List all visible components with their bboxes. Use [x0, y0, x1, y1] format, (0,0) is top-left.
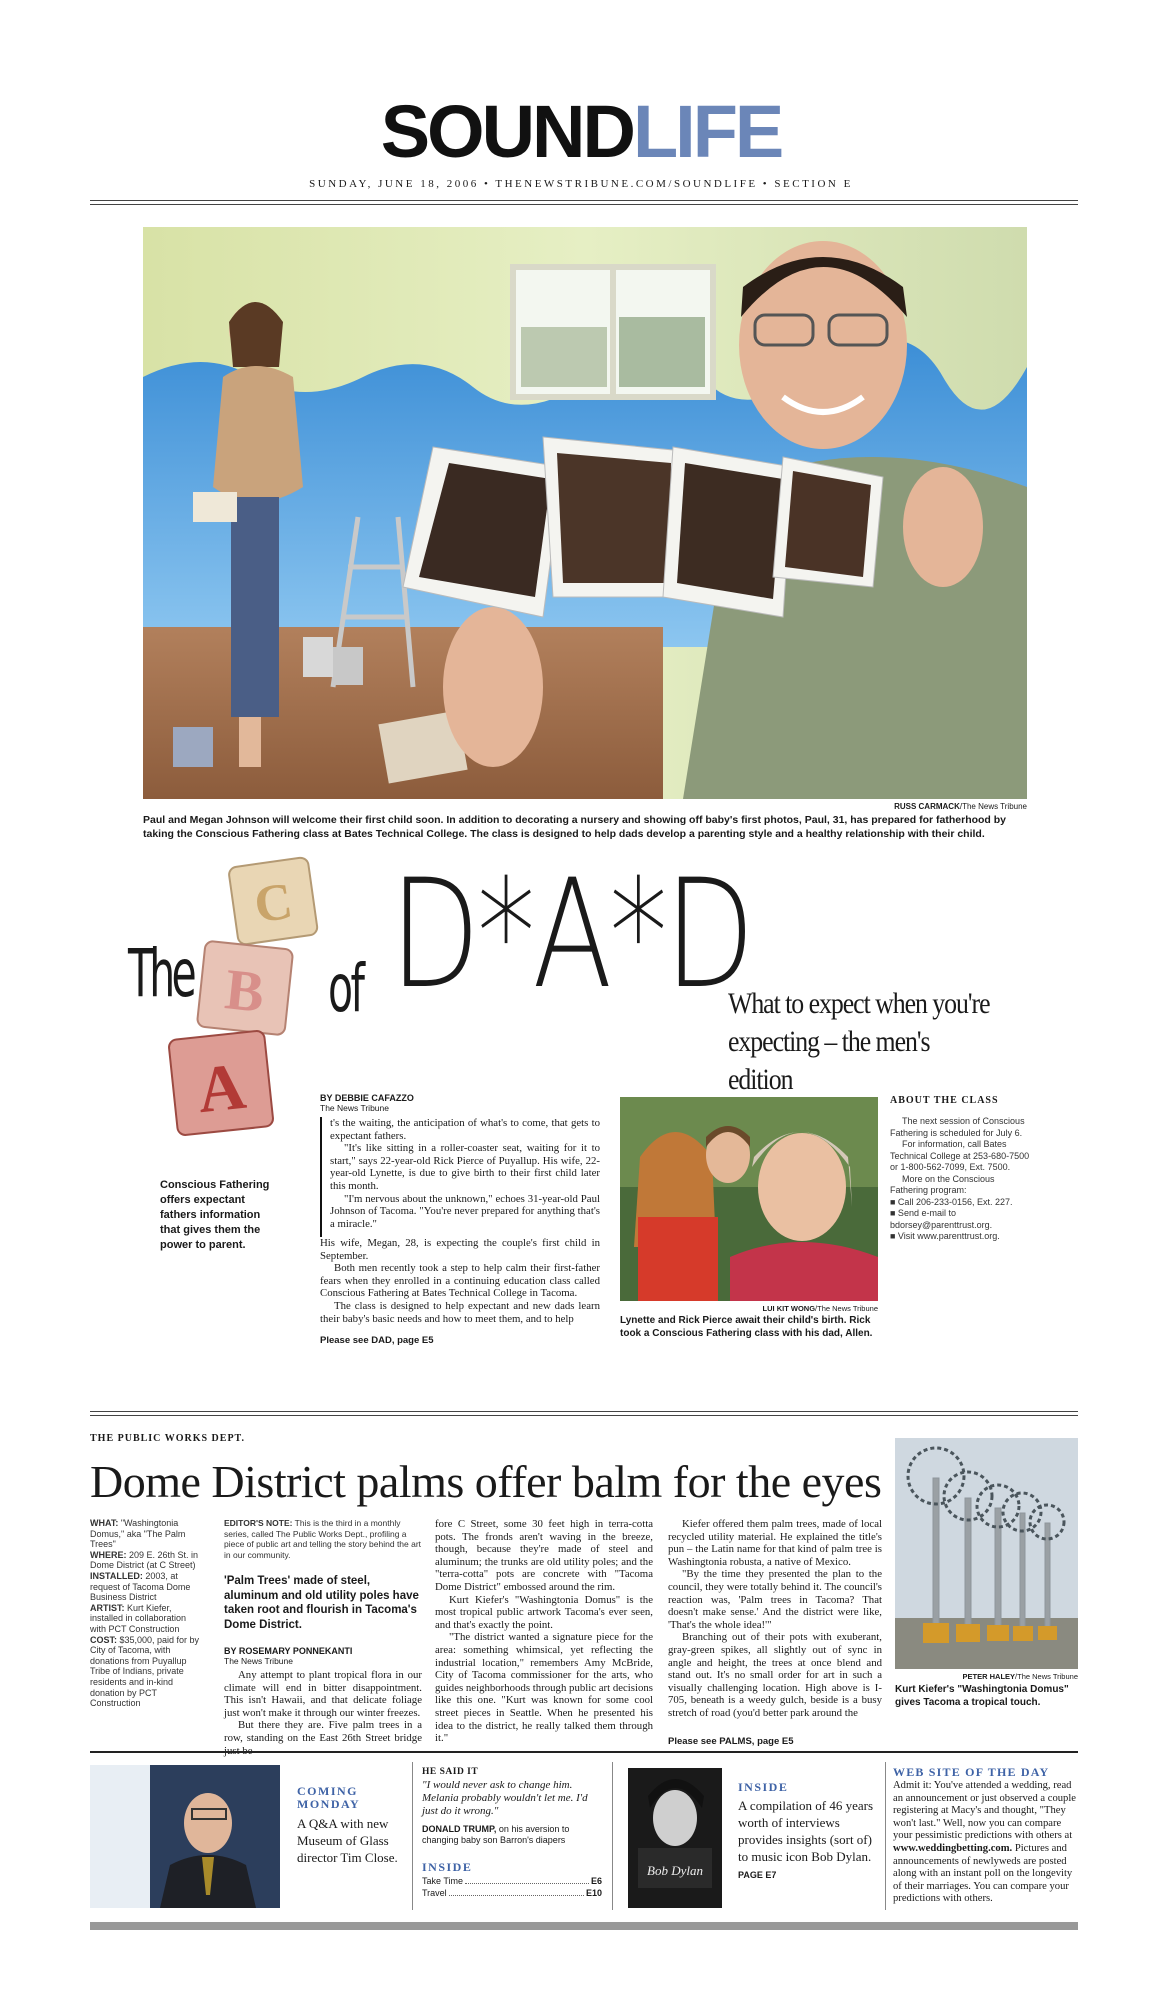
masthead-rule-bottom: [90, 204, 1078, 205]
block-b-letter: B: [222, 956, 268, 1025]
palms-jump-link[interactable]: Please see PALMS, page E5: [668, 1735, 794, 1747]
palms-col4-p3: Branching out of their pots with exuberant, gray-green spikes, all slightly out of sync in angle and height, the trees at once blend and stand out. It's no small order for art in such a visually challenging location. High above is I-705, beneath is a weedy gulch, beside is a busy stretch of road (you'd better park around the: [668, 1631, 882, 1719]
palms-subdeck: 'Palm Trees' made of steel, aluminum and old utility poles have taken root and flourish in Tacoma's Dome District.: [224, 1575, 419, 1631]
deck-line-1: What to expect when you're: [728, 987, 990, 1020]
web-text: Admit it: You've attended a wedding, read an announcement or just observed a couple registering at Macy's and thought, "They won't last." Well, now you can compare your pessimistic predictions with others at www.weddingbetting.com. Pictures and announcements of newlyweds are posted along with an instant poll on the longevity of their marriages. You can compare your predictions with others.: [893, 1780, 1076, 1905]
about-body: [890, 1116, 1030, 1243]
block-a-letter: A: [194, 1049, 250, 1128]
block-c: [228, 857, 318, 945]
photo2-credit-name: LUI KIT WONG: [762, 1304, 816, 1313]
about-bullet-phone: ■ Call 206-233-0156, Ext. 227.: [890, 1196, 1013, 1207]
footer-divider-3: [885, 1762, 886, 1910]
editors-note: EDITOR'S NOTE: This is the third in a monthly series, called The Public Works Dept., profiling a piece of public art and telling the story behind the art in our community.: [224, 1518, 422, 1560]
nursery-photo-art: [143, 227, 1027, 799]
palms-col4-p2: "By the time they presented the plan to the council, they were totally behind it. The council's reaction was, 'Palm trees in Tacoma? That doesn't make sense.' And the district were like, 'That's the whole idea!'": [668, 1568, 882, 1631]
palm-photo-credit: PETER HALEY/The News Tribune: [962, 1672, 1078, 1681]
fact-artist: ARTIST: Kurt Kiefer, installed in collaboration with PCT Construction: [90, 1602, 187, 1634]
toc-item[interactable]: Take Time E6: [422, 1876, 602, 1886]
inside2-page[interactable]: PAGE E7: [738, 1870, 777, 1880]
palms-byline: BY ROSEMARY PONNEKANTI: [224, 1646, 353, 1656]
side-blurb: Conscious Fathering offers expectant fathers information that gives them the power to parent.: [160, 1179, 270, 1251]
deck-line-2: expecting – the men's edition: [728, 1025, 930, 1096]
web-heading: WEB SITE OF THE DAY: [893, 1765, 1050, 1779]
photo2-caption: Lynette and Rick Pierce await their child's birth. Rick took a Conscious Fathering class with his dad, Allen.: [620, 1315, 873, 1339]
coming-head-1: COMING: [297, 1784, 358, 1798]
coming-text: A Q&A with new Museum of Glass director Tim Close.: [297, 1816, 398, 1865]
palms-col2-p2: But there they are. Five palm trees in a row, standing on the East 26th Street bridge: [224, 1719, 422, 1744]
dad-para-6: The class is designed to help expectant and new dads learn their baby's basic needs and how to meet them, and to help: [320, 1299, 600, 1325]
palm-photo-caption: Kurt Kiefer's "Washingtonia Domus" gives Tacoma a tropical touch.: [895, 1684, 1069, 1708]
footer-divider-2: [612, 1762, 613, 1910]
palms-col2-p1: Any attempt to plant tropical flora in our climate will end in bitter disappointment. This isn't Hawaii, and that delicate foliage just won't make it through our winter freezes.: [224, 1669, 422, 1719]
palms-col-3: [435, 1518, 653, 1745]
page-bottom-bar: [90, 1922, 1078, 1930]
inside-toc: [422, 1875, 602, 1899]
masthead: [0, 90, 1162, 173]
about-heading: ABOUT THE CLASS: [890, 1095, 999, 1106]
photo1-credit-org: /The News Tribune: [959, 802, 1027, 811]
masthead-rule-top: [90, 200, 1078, 201]
title-the: The: [128, 935, 193, 1012]
inside-dylan: [738, 1780, 878, 1884]
block-b: [197, 941, 294, 1036]
about-bullet-email[interactable]: ■ Send e-mail to bdorsey@parenttrust.org.: [890, 1208, 993, 1230]
masthead-sound: SOUND: [380, 90, 633, 173]
dad-jump-link[interactable]: Please see DAD, page E5: [320, 1335, 434, 1347]
about-the-class: [890, 1095, 1030, 1243]
saidit-attribution: DONALD TRUMP, on his aversion to changing baby son Barron's diapers: [422, 1824, 570, 1845]
dad-story: [320, 1093, 600, 1346]
pierce-family-photo: [620, 1097, 878, 1301]
block-a: [168, 1030, 274, 1136]
title-of: of: [328, 950, 363, 1027]
palms-rule-top: [90, 1411, 1078, 1412]
dad-para-2: "It's like sitting in a roller-coaster seat, waiting for it to start," says 22-year-old Rick Pierce of Puyallup. His wife, 22-year-old Lynette, is due to give birth to their first child later this month.: [330, 1142, 600, 1192]
palms-col4-body: [668, 1518, 882, 1720]
inside2-text: A compilation of 46 years worth of interviews provides insights (sort of) to music icon Bob Dylan. PAGE E7: [738, 1798, 874, 1880]
web-site-of-the-day: [893, 1765, 1078, 1906]
footer-rule: [90, 1751, 1078, 1753]
photo1-caption: Paul and Megan Johnson will welcome their first child soon. In addition to decorating a nursery and showing off baby's first photos, Paul, 31, has prepared for fatherhood by taking the Conscious Fathering class at Bates Technical College. The class is designed to help dads develop a parenting style and a healthy relationship with their child.: [143, 814, 1007, 840]
palms-facts: [90, 1518, 202, 1709]
abc-blocks-illustration: [165, 850, 340, 1150]
fact-installed: INSTALLED: 2003, at request of Tacoma Dome Business District: [90, 1570, 191, 1603]
dad-byline: BY DEBBIE CAFAZZO: [320, 1093, 414, 1103]
dateline: SUNDAY, JUNE 18, 2006 • THENEWSTRIBUNE.COM/SOUNDLIFE • SECTION E: [309, 178, 853, 190]
dad-byline-org: The News Tribune: [320, 1103, 389, 1113]
palm-photo-art: [895, 1438, 1078, 1669]
saidit-speaker: DONALD TRUMP,: [422, 1824, 497, 1834]
footer-divider-1: [412, 1762, 413, 1910]
dad-para-5: Both men recently took a step to help calm their first-father fears when they enrolled in a continuing education class called Conscious Fathering at Bates Technical College in Tacoma.: [320, 1262, 600, 1300]
palms-col2-body: [224, 1669, 422, 1757]
photo2-credit: [620, 1304, 878, 1313]
photo1-credit-name: RUSS CARMACK: [894, 802, 960, 811]
block-c-letter: C: [250, 872, 297, 935]
palms-col4-p1: Kiefer offered them palm trees, made of local recycled utility material. He explained the title's pun – the Latin name for that kind of palm tree is Washingtonia robusta, a native of Mexico.: [668, 1518, 882, 1568]
dad-dropcap-bar: [320, 1117, 325, 1237]
saidit-quote: "I would never ask to change him. Melania probably wouldn't let me. I'd just do it wrong.": [422, 1779, 588, 1817]
saidit-heading: HE SAID IT: [422, 1767, 479, 1777]
inside2-heading: INSIDE: [738, 1780, 789, 1794]
director-photo-art: [90, 1765, 280, 1908]
palms-kicker: THE PUBLIC WORKS DEPT.: [90, 1433, 245, 1444]
coming-monday: [297, 1785, 407, 1866]
fact-cost: COST: $35,000, paid for by City of Tacoma, with donations from Puyallup Tribe of Indians, private residents and in-kind donation by PCT Construction: [90, 1634, 200, 1709]
palms-col3-p1: fore C Street, some 30 feet high in terra-cotta pots. The fronds aren't waving in the breeze, though, because they're made of steel and aluminum; the trunks are old utility poles; and the "terra-cotta" pots are concrete with "Tacoma Dome District" embossed around the rim.: [435, 1518, 653, 1593]
palms-col3-p2: Kurt Kiefer's "Washingtonia Domus" is the most tropical public artwork Tacoma's ever seen, and that's exactly the point.: [435, 1593, 653, 1631]
palms-rule-bottom: [90, 1415, 1078, 1416]
dad-para-1: t's the waiting, the anticipation of what's to come, that gets to expectant fathers.: [330, 1117, 600, 1142]
masthead-life: LIFE: [632, 90, 782, 173]
palms-headline: Dome District palms offer balm for the eyes: [90, 1456, 882, 1507]
palms-col-4: [668, 1518, 882, 1747]
museum-director-photo: [90, 1765, 280, 1908]
editors-note-label: EDITOR'S NOTE:: [224, 1518, 293, 1528]
fact-where: WHERE: 209 E. 26th St. in Dome District (at C Street): [90, 1549, 199, 1571]
toc-item[interactable]: Travel E10: [422, 1888, 602, 1898]
about-bullet-web[interactable]: ■ Visit www.parenttrust.org.: [890, 1231, 1000, 1241]
pierce-photo-art: [620, 1097, 878, 1301]
palm-trees-photo: [895, 1438, 1078, 1669]
about-p2: For information, call Bates Technical College at 253-680-7500 or 1-800-562-7099, Ext. 7500.: [890, 1139, 1030, 1172]
inside-heading: INSIDE: [422, 1860, 473, 1874]
dad-body: [320, 1117, 600, 1325]
about-p3: More on the Conscious Fathering program:: [890, 1173, 995, 1195]
palms-byline-org: The News Tribune: [224, 1656, 293, 1666]
nursery-photo: [143, 227, 1027, 799]
feature-deck: [728, 985, 995, 1099]
fact-what: WHAT: "Washingtonia Domus," aka "The Palm Trees": [90, 1518, 186, 1550]
photo2-credit-org: /The News Tribune: [815, 1304, 878, 1313]
web-url-link[interactable]: www.weddingbetting.com.: [893, 1842, 1013, 1854]
dad-para-3: "I'm nervous about the unknown," echoes 31-year-old Paul Johnson of Tacoma. "You're never prepared for anything that's a miracle.": [330, 1192, 600, 1230]
book-title: Bob Dylan: [647, 1863, 703, 1878]
coming-head-2: MONDAY: [297, 1797, 361, 1811]
about-p1: The next session of Conscious Fathering is scheduled for July 6.: [890, 1116, 1025, 1138]
palms-col3-p3: "The district wanted a signature piece for the area: something whimsical, yet reflecting the industrial location," remembers Amy McBride, City of Tacoma commissioner for the arts, who guides neighborhoods through public art decisions like this one. "Kurt was known for some cool street pieces in Seattle. When he presented his idea to the district, he really talked them through it.": [435, 1631, 654, 1745]
dylan-book-cover: [628, 1768, 722, 1908]
dad-para-4: His wife, Megan, 28, is expecting the couple's first child in September.: [320, 1237, 600, 1262]
title-dad: D*A*D: [390, 848, 752, 1022]
he-said-it: [422, 1767, 602, 1899]
dylan-cover-art: [628, 1768, 722, 1908]
photo1-credit: [800, 802, 1027, 811]
palms-col-2: [224, 1518, 422, 1757]
